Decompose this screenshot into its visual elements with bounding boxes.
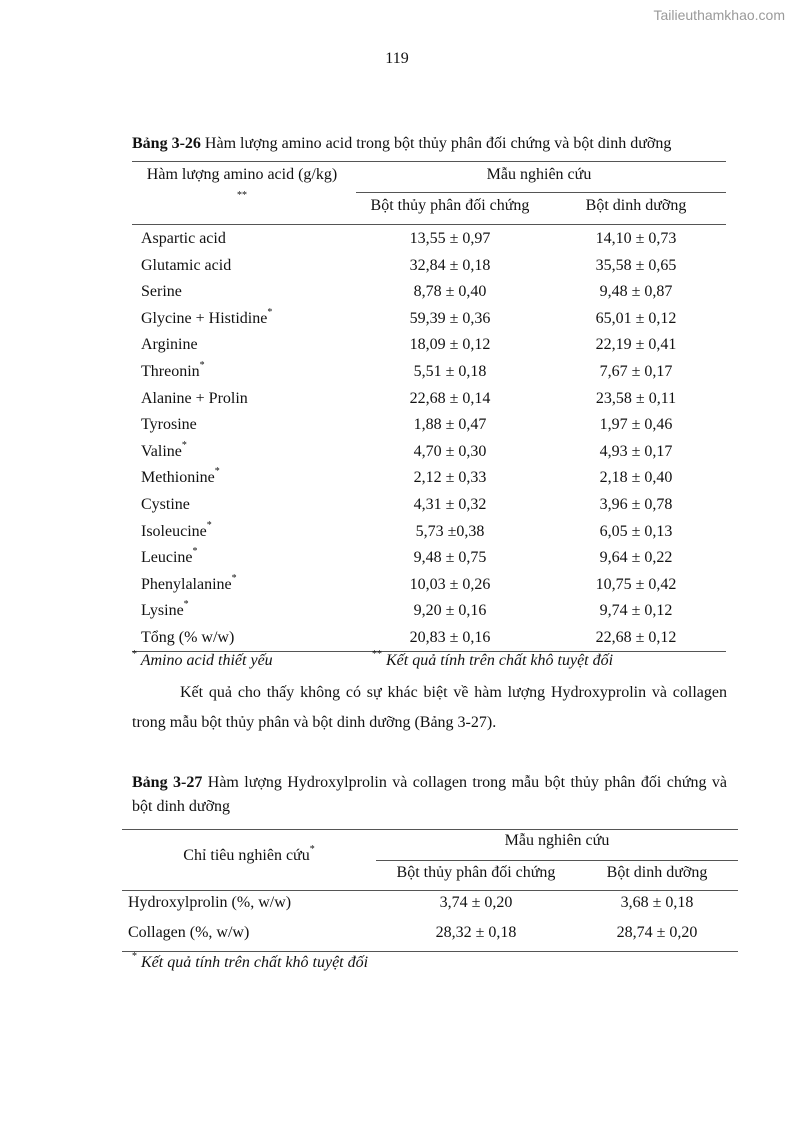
- table1-label: Bảng 3-26: [132, 135, 201, 152]
- table2-group-rule: [376, 860, 738, 861]
- table2-col1-header: Chỉ tiêu nghiên cứu*: [183, 844, 315, 864]
- table1-footnote-essential: * Amino acid thiết yếu: [132, 649, 273, 669]
- table2-caption-text: Hàm lượng Hydroxylprolin và collagen trong mẫu bột thủy phân đối chứng và bột dinh dưỡng: [132, 774, 728, 815]
- table1-col2-header: Bột thủy phân đối chứng: [370, 197, 530, 214]
- table1-caption-text: Hàm lượng amino acid trong bột thủy phân đối chứng và bột dinh dưỡng: [204, 135, 672, 152]
- table2-header-bottom-rule: [122, 890, 738, 891]
- table2-group-header: Mẫu nghiên cứu: [504, 832, 610, 849]
- table1-footnote-drybasis: ** Kết quả tính trên chất khô tuyệt đối: [372, 649, 614, 669]
- table2-top-rule: [122, 829, 738, 830]
- table1-caption: [132, 132, 722, 156]
- table1-header-bottom-rule: [132, 224, 726, 225]
- page-number: 119: [385, 50, 409, 67]
- table2-label: Bảng 3-27: [132, 774, 203, 791]
- table1-col1-header-text: Hàm lượng amino acid (g/kg): [146, 166, 338, 183]
- table1-col3-header: Bột dinh dưỡng: [585, 197, 687, 214]
- table2-col3-header: Bột dinh dưỡng: [606, 864, 708, 881]
- table1-group-rule: [356, 192, 726, 193]
- watermark: Tailieuthamkhao.com: [653, 7, 785, 23]
- table2-col2-header: Bột thủy phân đối chứng: [396, 864, 556, 881]
- table1-group-header: Mẫu nghiên cứu: [486, 166, 592, 183]
- table1-col1-mark: **: [237, 190, 247, 201]
- table1-top-rule: [132, 161, 726, 162]
- table2-footnote: * Kết quả tính trên chất khô tuyệt đối: [132, 951, 369, 971]
- table2-bottom-rule: [122, 951, 738, 952]
- body-paragraph: Kết quả cho thấy không có sự khác biệt về hàm lượng Hydroxyprolin và collagen trong mẫu bột thủy phân và bột dinh dưỡng (Bảng 3-27).: [132, 684, 727, 731]
- table1-col1-header: [132, 166, 352, 184]
- table2-caption: [132, 771, 727, 819]
